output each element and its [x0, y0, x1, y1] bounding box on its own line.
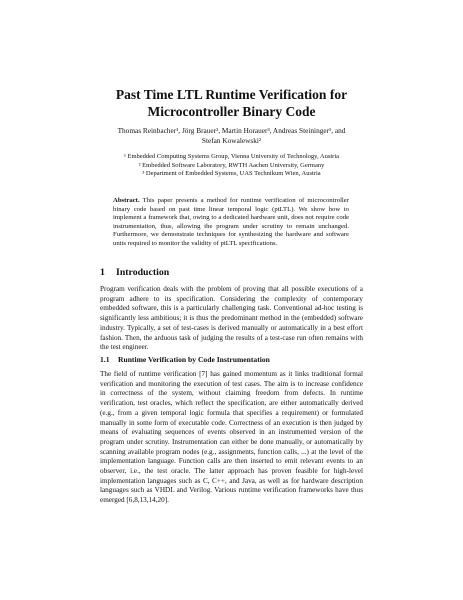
runtime-verification-paragraph: The field of runtime verification [7] has gained momentum as it links traditional formal verification and monitoring the execution of test cases. The aim is to increase confidence in correctness of the system, without claiming freedom from defects. In runtime verification, test oracles, which reflect the specification, are either automatically derived (e.g., from a given temporal logic formula that specifies a requirement) or formulated manually in some form of executable code. Correctness of an execution is then judged by means of evaluating sequences of events observed in an instrumented version of the program under scrutiny. Instrumentation can either be done manually, or automatically by scanning available program nodes (e.g., assignments, function calls, ...) at the level of the implementation language. Function calls are then inserted to emit relevant events to an observer, i.e., the test oracle. The latter approach has proven feasible for high-level implementation languages such as C, C++, and Java, as well as for hardware description languages such as VHDL and Verilog. Various runtime verification frameworks have thus emerged [6,8,13,14,20]. [100, 370, 363, 505]
subsection-heading-runtime-verification [100, 355, 270, 365]
authors-line-2: Stefan Kowalewski² [201, 136, 262, 145]
affiliation-3: ³ Department of Embedded Systems, UAS Technikum Wien, Austria [142, 170, 321, 178]
section-heading-introduction [100, 267, 169, 279]
title-line-2: Microcontroller Binary Code [147, 104, 316, 119]
abstract [113, 197, 349, 249]
section-title: Introduction [116, 267, 170, 278]
abstract-label: Abstract. [113, 197, 140, 204]
authors-line-1: Thomas Reinbacher¹, Jörg Brauer², Martin Horauer³, Andreas Steininger¹, and [117, 126, 346, 135]
affiliation-2: ² Embedded Software Laboratory, RWTH Aachen University, Germany [138, 161, 325, 169]
affiliation-1: ¹ Embedded Computing Systems Group, Vienna University of Technology, Austria [123, 153, 340, 160]
introduction-paragraph: Program verification deals with the problem of proving that all possible executions of a program adhere to its specification. Considering the complexity of contemporary embedded software, this is a particularly challenging task. Conventional ad-hoc testing is significantly less ambitious; it is thus the predominant method in the (embedded) software industry. Typically, a set of test-cases is derived manually or automatically in a best effort fashion. Then, the arduous task of judging the results of a test-case run often remains with the test engineer. [100, 285, 363, 352]
section-number: 1 [100, 267, 105, 278]
paper-title [60, 86, 403, 120]
affiliation-list [70, 153, 393, 179]
author-list [80, 126, 383, 146]
subsection-number: 1.1 [100, 355, 110, 364]
title-line-1: Past Time LTL Runtime Verification for [115, 87, 348, 102]
abstract-text: This paper presents a method for runtime verification of microcontroller binary code based on past time linear temporal logic (ptLTL). We show how to implement a framework that, owing to a dedicated hardware unit, does not require code instrumentation, thus, allowing the program under scrutiny to remain unchanged. Furthermore, we demonstrate techniques for synthesizing the hardware and software units required to monitor the validity of ptLTL specifications. [113, 197, 349, 247]
subsection-title: Runtime Verification by Code Instrumentation [118, 355, 270, 364]
